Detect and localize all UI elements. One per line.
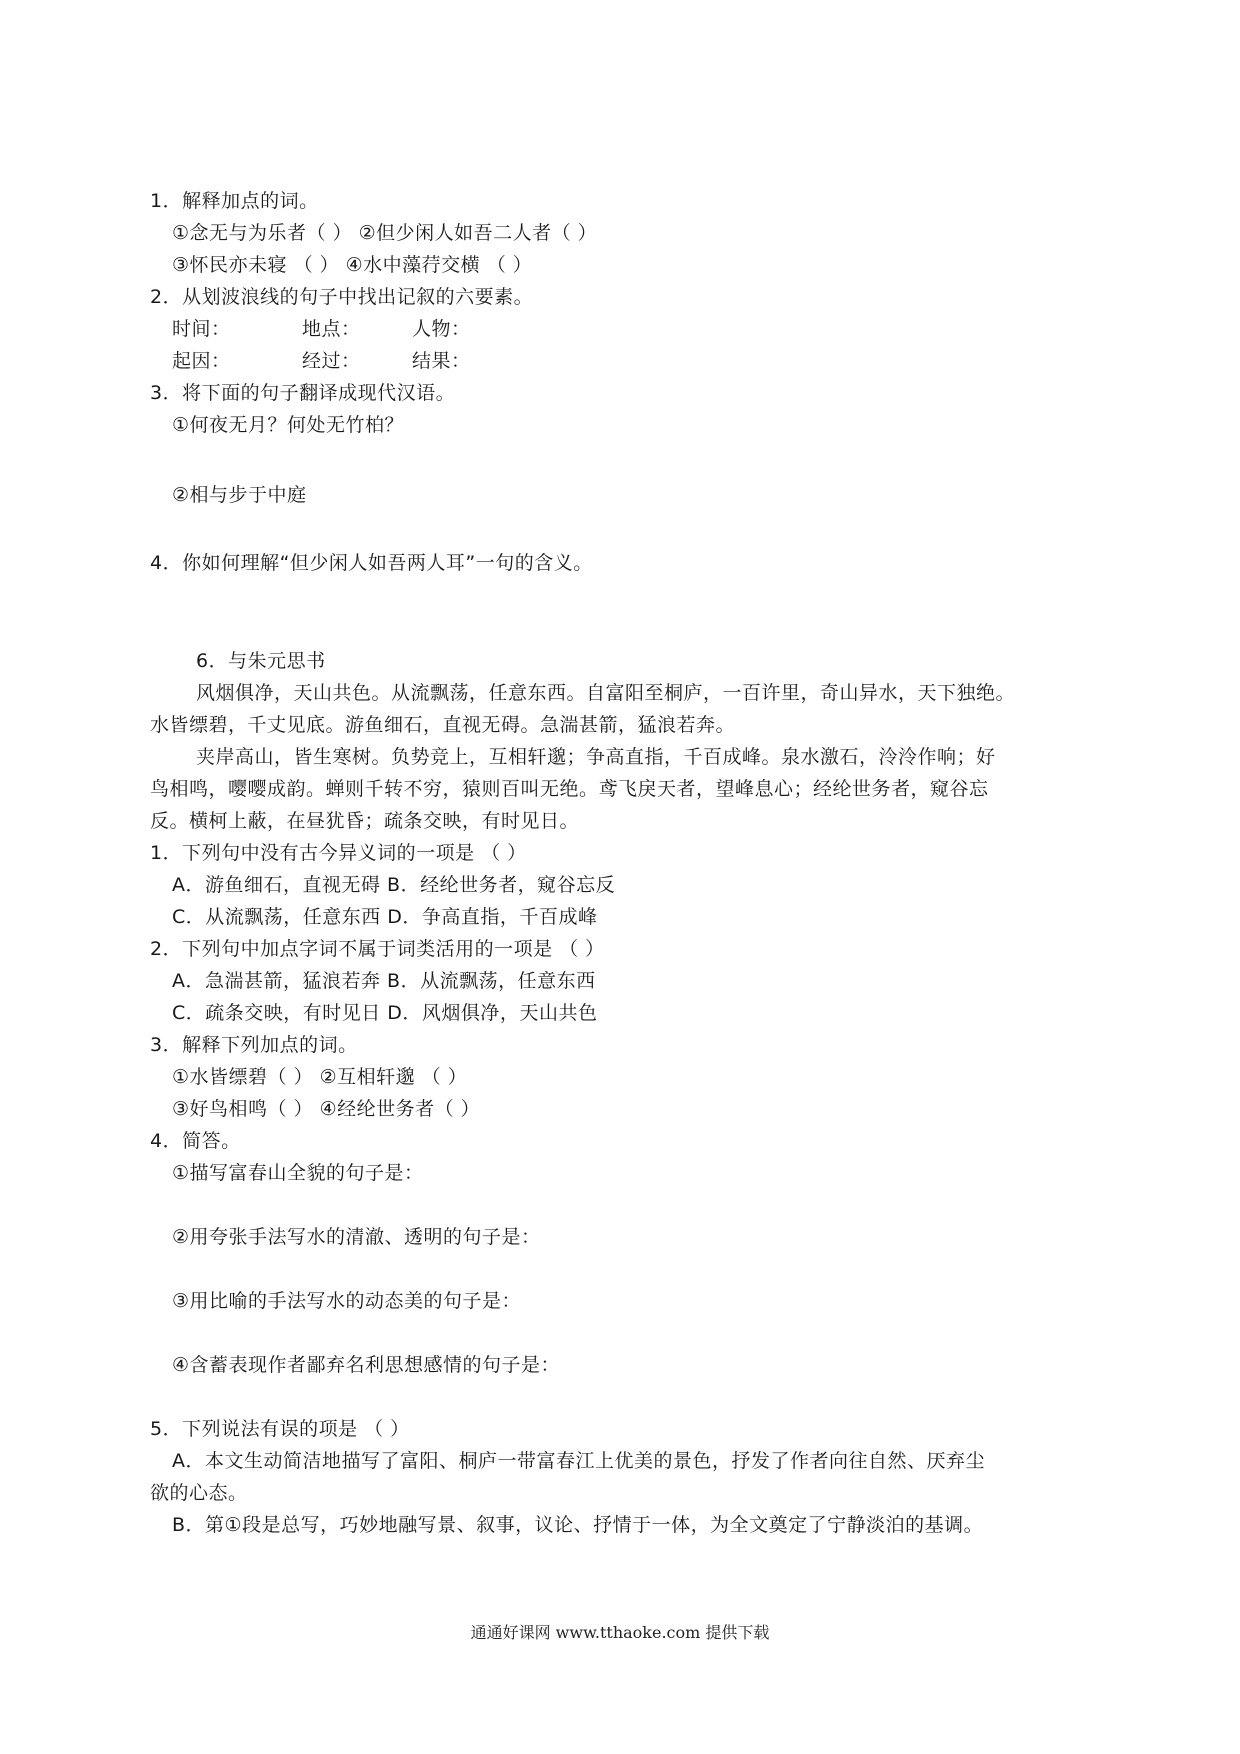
p2-q4-item2: ②用夸张手法写水的清澈、透明的句子是： — [172, 1226, 541, 1248]
p1-q3-item2: ②相与步于中庭 — [172, 484, 307, 506]
p1-q4-title: 4．你如何理解“但少闲人如吾两人耳”一句的含义。 — [150, 552, 593, 574]
p2-q1-opt-cd: C．从流飘荡，任意东西 D．争高直指，千百成峰 — [172, 906, 598, 928]
p2-q1-title: 1．下列句中没有古今异义词的一项是 （ ） — [150, 842, 527, 864]
p1-q1-line2: ③怀民亦未寝 （ ） ④水中藻荇交横 （ ） — [172, 254, 533, 276]
p2-passage-line5: 反。横柯上蔽，在昼犹昏；疏条交映，有时见日。 — [150, 810, 580, 832]
p1-q2-process: 经过： — [302, 350, 361, 372]
p2-q2-opt-cd: C．疏条交映，有时见日 D．风烟俱净，天山共色 — [172, 1002, 598, 1024]
p1-q2-result: 结果： — [412, 350, 471, 372]
p2-q4-title: 4．简答。 — [150, 1130, 241, 1152]
p1-q2-cause: 起因： — [172, 350, 231, 372]
p2-passage-line3: 夹岸高山，皆生寒树。负势竞上，互相轩邈；争高直指，千百成峰。泉水激石，泠泠作响；好 — [196, 746, 996, 768]
page-footer: 通通好课网 www.tthaoke.com 提供下载 — [470, 1623, 770, 1642]
p2-q4-item1: ①描写富春山全貌的句子是： — [172, 1162, 424, 1184]
p1-q3-item1: ①何夜无月？何处无竹柏？ — [172, 414, 405, 436]
p1-q2-person: 人物： — [412, 318, 471, 340]
p2-q5-opt-a-line2: 欲的心态。 — [150, 1482, 248, 1504]
p2-q5-opt-a-line1: A．本文生动简洁地描写了富阳、桐庐一带富春江上优美的景色，抒发了作者向往自然、厌弃尘 — [172, 1450, 986, 1472]
p2-q3-line2: ③好鸟相鸣（ ） ④经纶世务者（ ） — [172, 1098, 481, 1120]
p2-q2-opt-ab: A．急湍甚箭，猛浪若奔 B．从流飘荡，任意东西 — [172, 970, 596, 992]
p2-q5-title: 5．下列说法有误的项是 （ ） — [150, 1418, 410, 1440]
p2-passage-line2: 水皆缥碧，千丈见底。游鱼细石，直视无碍。急湍甚箭，猛浪若奔。 — [150, 714, 736, 736]
p1-q1-line1: ①念无与为乐者（ ） ②但少闲人如吾二人者（ ） — [172, 222, 598, 244]
p1-q2-time: 时间： — [172, 318, 231, 340]
p2-q2-title: 2．下列句中加点字词不属于词类活用的一项是 （ ） — [150, 938, 605, 960]
p1-q2-title: 2．从划波浪线的句子中找出记叙的六要素。 — [150, 286, 534, 308]
p2-q3-line1: ①水皆缥碧（ ） ②互相轩邈 （ ） — [172, 1066, 468, 1088]
p2-q4-item4: ④含蓄表现作者鄙弃名利思想感情的句子是： — [172, 1354, 561, 1376]
p2-passage-line4: 鸟相鸣，嘤嘤成韵。蝉则千转不穷，猿则百叫无绝。鸢飞戾天者，望峰息心；经纶世务者，窥谷忘 — [150, 778, 989, 800]
p2-q3-title: 3．解释下列加点的词。 — [150, 1034, 358, 1056]
p1-q1-title: 1．解释加点的词。 — [150, 190, 319, 212]
p1-q2-place: 地点： — [302, 318, 361, 340]
p2-heading: 6．与朱元思书 — [196, 650, 326, 672]
p1-q3-title: 3．将下面的句子翻译成现代汉语。 — [150, 382, 456, 404]
p2-q5-opt-b: B．第①段是总写，巧妙地融写景、叙事，议论、抒情于一体，为全文奠定了宁静淡泊的基调。 — [172, 1514, 984, 1536]
p2-q1-opt-ab: A．游鱼细石，直视无碍 B．经纶世务者，窥谷忘反 — [172, 874, 616, 896]
p2-passage-line1: 风烟俱净，天山共色。从流飘荡，任意东西。自富阳至桐庐，一百许里，奇山异水，天下独绝。 — [196, 682, 1016, 704]
p2-q4-item3: ③用比喻的手法写水的动态美的句子是： — [172, 1290, 522, 1312]
